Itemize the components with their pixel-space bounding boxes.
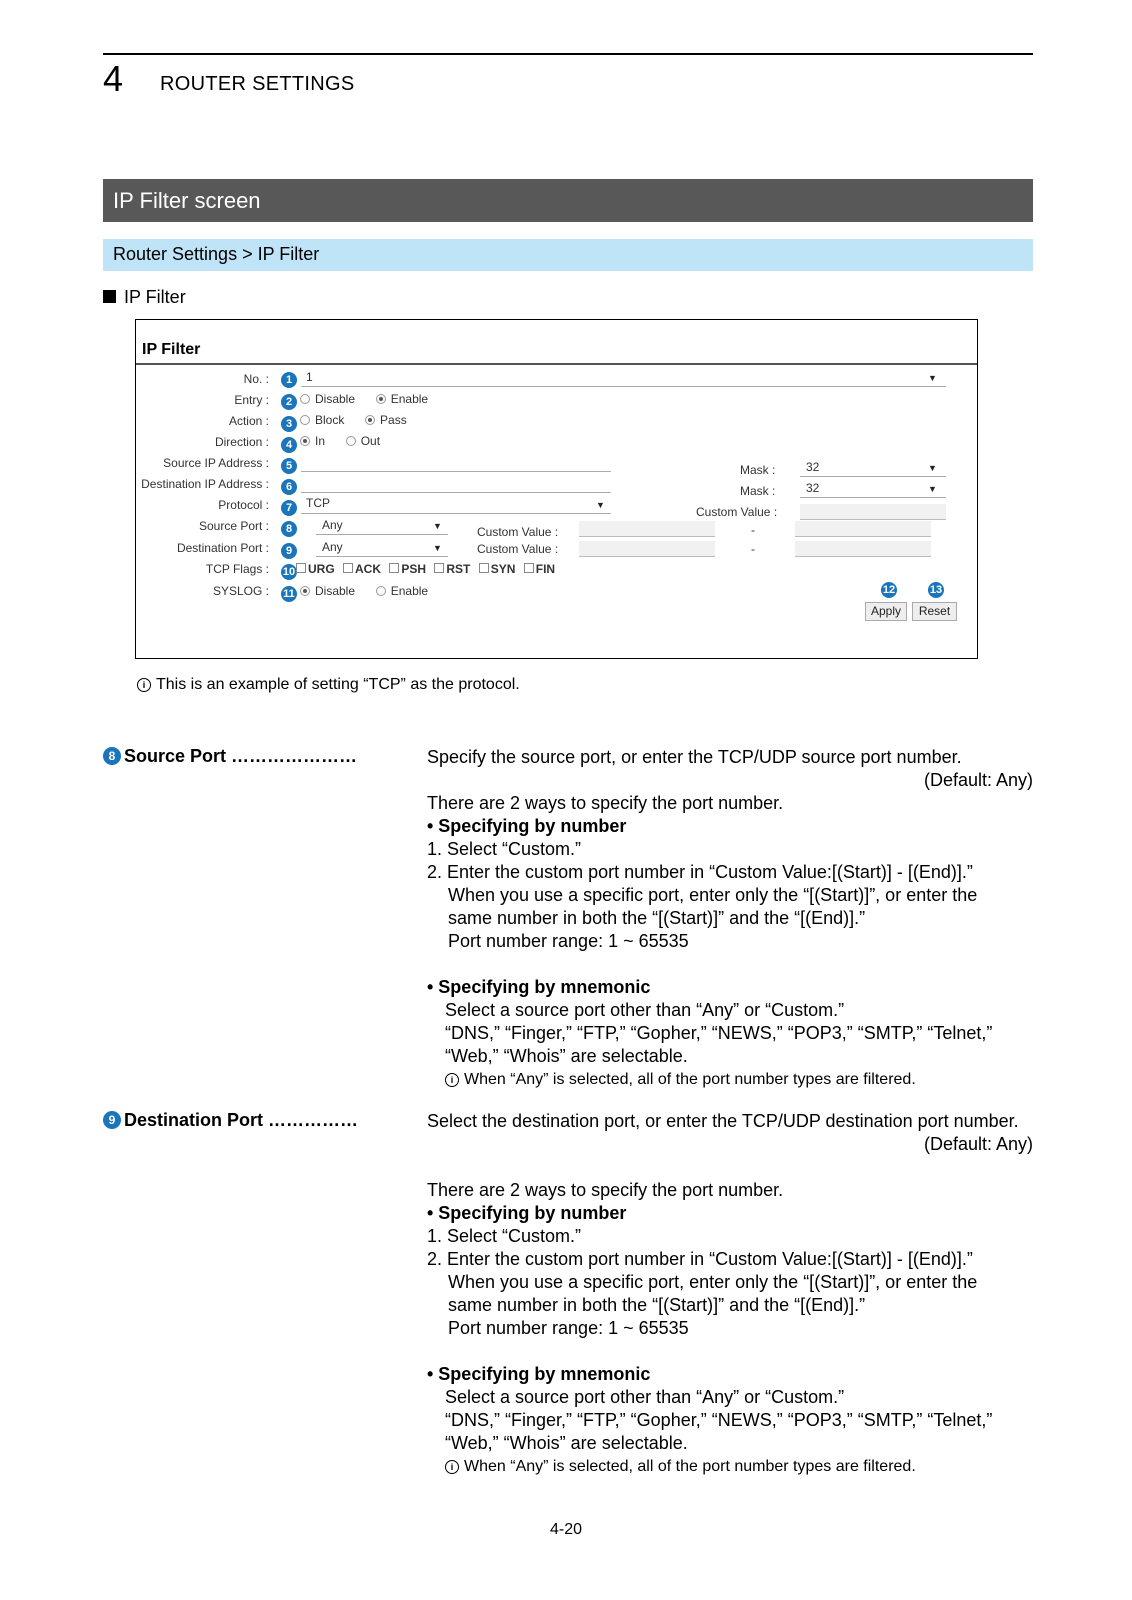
item-9-default: (Default: Any) bbox=[923, 1134, 1033, 1154]
label-destination-ip: Destination IP Address : bbox=[141, 477, 269, 491]
info-icon: i bbox=[445, 1460, 459, 1474]
destination-ip-input[interactable] bbox=[301, 492, 611, 493]
callout-9: 9 bbox=[281, 543, 297, 559]
direction-radio-group bbox=[300, 434, 380, 448]
item-9-line1: Select the destination port, or enter the TCP/UDP destination port number. bbox=[427, 1111, 1019, 1131]
item-9-number-icon: 9 bbox=[103, 1111, 121, 1129]
item-9-ways: There are 2 ways to specify the port number. bbox=[427, 1180, 784, 1200]
callout-3: 3 bbox=[281, 416, 297, 432]
item-9-note bbox=[427, 1455, 1033, 1478]
mask-label-1: Mask : bbox=[740, 463, 776, 477]
syslog-disable-label: Disable bbox=[315, 584, 356, 598]
callout-5: 5 bbox=[281, 458, 297, 474]
protocol-select-underline bbox=[301, 513, 611, 514]
item-9-dots: …………… bbox=[268, 1110, 359, 1130]
item-8-step2: 2. Enter the custom port number in “Custom Value:[(Start)] - [(End)].” bbox=[427, 862, 973, 882]
entry-enable-radio[interactable] bbox=[376, 394, 386, 404]
mask-select-1-value[interactable]: 32 bbox=[806, 460, 820, 474]
subheading-text: IP Filter bbox=[124, 287, 186, 307]
label-no: No. : bbox=[243, 372, 269, 386]
syslog-enable-label: Enable bbox=[390, 584, 429, 598]
rst-label: RST bbox=[446, 562, 471, 576]
item-8-mn2: “DNS,” “Finger,” “FTP,” “Gopher,” “NEWS,” “POP3,” “SMTP,” “Telnet,” bbox=[445, 1023, 993, 1043]
item-8-ways: There are 2 ways to specify the port number. bbox=[427, 793, 784, 813]
direction-out-radio[interactable] bbox=[346, 436, 356, 446]
item-8-by-mnemonic: • Specifying by mnemonic bbox=[427, 977, 651, 997]
destination-port-select-value[interactable]: Any bbox=[322, 540, 343, 554]
header-rule bbox=[103, 53, 1033, 55]
no-dropdown-icon[interactable]: ▼ bbox=[928, 373, 937, 383]
entry-disable-radio[interactable] bbox=[300, 394, 310, 404]
item-8-step2b: When you use a specific port, enter only the “[(Start)]”, or enter the bbox=[448, 885, 978, 905]
item-source-port-description bbox=[427, 746, 1033, 1091]
mask-1-dropdown-icon[interactable]: ▼ bbox=[928, 463, 937, 473]
syn-checkbox[interactable] bbox=[479, 563, 489, 573]
action-pass-label: Pass bbox=[380, 413, 407, 427]
info-icon: i bbox=[445, 1073, 459, 1087]
callout-4: 4 bbox=[281, 437, 297, 453]
reset-button[interactable]: Reset bbox=[912, 602, 957, 621]
item-9-range: Port number range: 1 ~ 65535 bbox=[448, 1318, 689, 1338]
item-9-step2c: same number in both the “[(Start)]” and the “[(End)].” bbox=[448, 1295, 866, 1315]
syslog-disable-radio[interactable] bbox=[300, 586, 310, 596]
item-8-number-icon: 8 bbox=[103, 747, 121, 765]
item-9-step1: 1. Select “Custom.” bbox=[427, 1226, 582, 1246]
panel-note-text: This is an example of setting “TCP” as the protocol. bbox=[156, 676, 520, 693]
mask-select-1-underline bbox=[800, 476, 946, 477]
label-destination-port: Destination Port : bbox=[176, 541, 269, 555]
action-block-label: Block bbox=[315, 413, 345, 427]
chapter-title: ROUTER SETTINGS bbox=[160, 73, 355, 95]
no-select-value[interactable]: 1 bbox=[306, 370, 313, 384]
callout-1: 1 bbox=[281, 372, 297, 388]
panel-divider bbox=[136, 363, 977, 365]
destination-port-select-underline bbox=[316, 556, 448, 557]
direction-in-radio[interactable] bbox=[300, 436, 310, 446]
psh-checkbox[interactable] bbox=[389, 563, 399, 573]
item-9-mn3: “Web,” “Whois” are selectable. bbox=[445, 1433, 688, 1453]
urg-checkbox[interactable] bbox=[296, 563, 306, 573]
protocol-custom-value-label: Custom Value : bbox=[696, 505, 778, 519]
item-9-note-text: When “Any” is selected, all of the port number types are filtered. bbox=[464, 1458, 916, 1475]
item-9-title: Destination Port bbox=[124, 1110, 264, 1130]
entry-enable-label: Enable bbox=[390, 392, 429, 406]
label-protocol: Protocol : bbox=[218, 498, 269, 512]
protocol-custom-value-input[interactable] bbox=[800, 504, 946, 520]
source-port-dropdown-icon[interactable]: ▼ bbox=[433, 521, 442, 531]
section-title: IP Filter screen bbox=[103, 179, 1033, 222]
item-8-step1: 1. Select “Custom.” bbox=[427, 839, 582, 859]
protocol-dropdown-icon[interactable]: ▼ bbox=[596, 500, 605, 510]
item-8-step2c: same number in both the “[(Start)]” and the “[(End)].” bbox=[448, 908, 866, 928]
ack-label: ACK bbox=[355, 562, 382, 576]
item-9-step2: 2. Enter the custom port number in “Custom Value:[(Start)] - [(End)].” bbox=[427, 1249, 973, 1269]
action-pass-radio[interactable] bbox=[365, 415, 375, 425]
syn-label: SYN bbox=[490, 562, 516, 576]
syslog-radio-group bbox=[300, 584, 428, 598]
source-ip-input[interactable] bbox=[301, 471, 611, 472]
ip-filter-panel bbox=[135, 319, 978, 659]
item-8-line1: Specify the source port, or enter the TCP/UDP source port number. bbox=[427, 747, 962, 767]
protocol-select-value[interactable]: TCP bbox=[306, 496, 330, 510]
item-8-by-number: • Specifying by number bbox=[427, 816, 627, 836]
item-destination-port-heading bbox=[103, 1110, 358, 1131]
entry-radio-group bbox=[300, 392, 428, 406]
item-8-note bbox=[427, 1068, 1033, 1091]
tcp-flags-group bbox=[296, 562, 560, 576]
callout-13: 13 bbox=[929, 584, 943, 596]
item-8-default: (Default: Any) bbox=[923, 770, 1033, 790]
destination-port-start-input[interactable] bbox=[579, 541, 715, 557]
item-destination-port-description bbox=[427, 1110, 1033, 1478]
fin-label: FIN bbox=[535, 562, 556, 576]
callout-6: 6 bbox=[281, 479, 297, 495]
label-syslog: SYSLOG : bbox=[212, 584, 269, 598]
item-8-title: Source Port bbox=[124, 746, 227, 766]
info-icon: i bbox=[137, 678, 151, 692]
mask-label-2: Mask : bbox=[740, 484, 776, 498]
subheading bbox=[103, 287, 186, 308]
direction-out-label: Out bbox=[360, 434, 381, 448]
direction-in-label: In bbox=[315, 434, 326, 448]
source-port-custom-label: Custom Value : bbox=[477, 525, 559, 539]
destination-port-end-input[interactable] bbox=[795, 541, 931, 557]
item-8-dots: ………………… bbox=[231, 746, 358, 766]
entry-disable-label: Disable bbox=[315, 392, 356, 406]
callout-12: 12 bbox=[882, 584, 896, 596]
item-9-by-mnemonic: • Specifying by mnemonic bbox=[427, 1364, 651, 1384]
label-source-port: Source Port : bbox=[198, 519, 269, 533]
source-port-end-input[interactable] bbox=[795, 521, 931, 537]
item-8-mn3: “Web,” “Whois” are selectable. bbox=[445, 1046, 688, 1066]
panel-title: IP Filter bbox=[142, 341, 201, 358]
destination-port-dash: - bbox=[751, 542, 755, 556]
label-source-ip: Source IP Address : bbox=[163, 456, 269, 470]
label-entry: Entry : bbox=[234, 393, 269, 407]
label-direction: Direction : bbox=[214, 435, 269, 449]
item-source-port-heading bbox=[103, 746, 357, 767]
item-8-note-text: When “Any” is selected, all of the port number types are filtered. bbox=[464, 1071, 916, 1088]
source-port-select-underline bbox=[316, 534, 448, 535]
action-block-radio[interactable] bbox=[300, 415, 310, 425]
fin-checkbox[interactable] bbox=[524, 563, 534, 573]
destination-port-custom-label: Custom Value : bbox=[477, 542, 559, 556]
panel-note bbox=[137, 676, 520, 694]
no-select-underline bbox=[301, 386, 946, 387]
mask-select-2-value[interactable]: 32 bbox=[806, 481, 820, 495]
item-9-by-number: • Specifying by number bbox=[427, 1203, 627, 1223]
item-8-range: Port number range: 1 ~ 65535 bbox=[448, 931, 689, 951]
source-port-dash: - bbox=[751, 523, 755, 537]
callout-8: 8 bbox=[281, 521, 297, 537]
chapter-number: 4 bbox=[103, 58, 124, 99]
psh-label: PSH bbox=[401, 562, 427, 576]
label-action: Action : bbox=[228, 414, 269, 428]
page-number: 4-20 bbox=[549, 1521, 583, 1538]
action-radio-group bbox=[300, 413, 407, 427]
syslog-enable-radio[interactable] bbox=[376, 586, 386, 596]
label-tcp-flags: TCP Flags : bbox=[205, 562, 269, 576]
square-bullet-icon bbox=[103, 290, 116, 303]
source-port-select-value[interactable]: Any bbox=[322, 518, 343, 532]
item-9-step2b: When you use a specific port, enter only the “[(Start)]”, or enter the bbox=[448, 1272, 978, 1292]
mask-select-2-underline bbox=[800, 497, 946, 498]
ack-checkbox[interactable] bbox=[343, 563, 353, 573]
apply-button[interactable]: Apply bbox=[865, 602, 907, 621]
item-9-mn2: “DNS,” “Finger,” “FTP,” “Gopher,” “NEWS,” “POP3,” “SMTP,” “Telnet,” bbox=[445, 1410, 993, 1430]
callout-2: 2 bbox=[281, 394, 297, 410]
rst-checkbox[interactable] bbox=[434, 563, 444, 573]
callout-7: 7 bbox=[281, 500, 297, 516]
urg-label: URG bbox=[308, 562, 335, 576]
destination-port-dropdown-icon[interactable]: ▼ bbox=[433, 543, 442, 553]
item-8-mn1: Select a source port other than “Any” or “Custom.” bbox=[445, 1000, 845, 1020]
callout-10: 10 bbox=[282, 566, 296, 578]
mask-2-dropdown-icon[interactable]: ▼ bbox=[928, 484, 937, 494]
source-port-start-input[interactable] bbox=[579, 521, 715, 537]
callout-11: 11 bbox=[281, 586, 297, 602]
item-9-mn1: Select a source port other than “Any” or “Custom.” bbox=[445, 1387, 845, 1407]
breadcrumb: Router Settings > IP Filter bbox=[103, 239, 1033, 271]
